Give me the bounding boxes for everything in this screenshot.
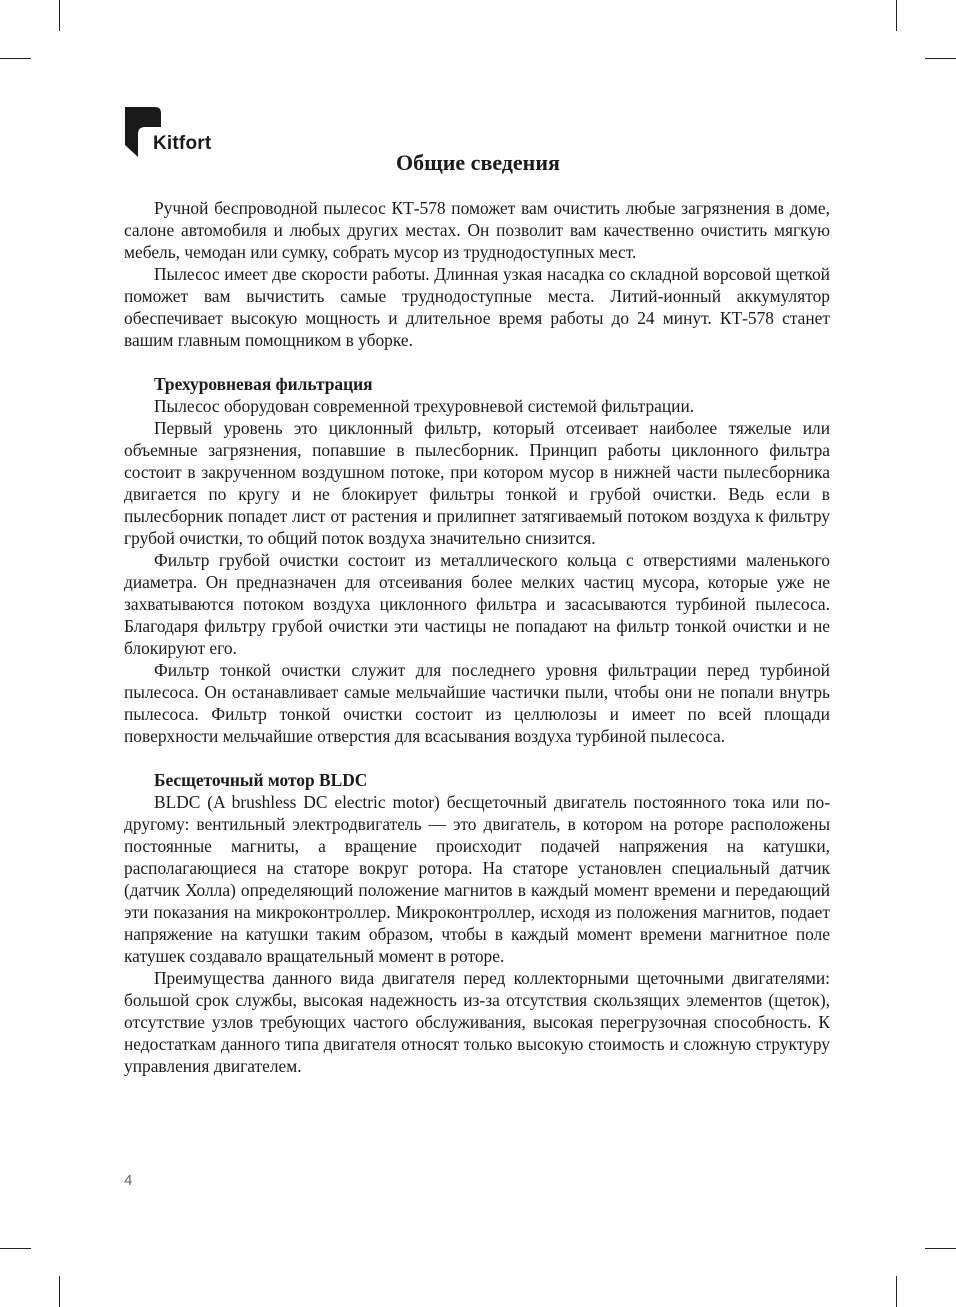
filtration-paragraph: Фильтр грубой очистки состоит из металлического кольца с отверстиями маленького диаметра. Он предназначен для отсеивания более мелких частиц мусора, которые уже не захватываются потоком воздуха циклонного фильтра и засасываются турбиной пылесоса. Благодаря фильтру грубой очистки эти частицы не попадают на фильтр тонкой очистки и не блокируют его.	[124, 550, 830, 658]
crop-mark	[59, 1276, 60, 1307]
page-title: Общие сведения	[396, 150, 560, 175]
filtration-paragraph: Фильтр тонкой очистки служит для последнего уровня фильтрации перед турбиной пылесоса. Он останавливает самые мельчайшие частички пыли, чтобы они не попали внутрь пылесоса. Фильтр тонкой очистки состоит из целлюлозы и имеет по всей площади поверхности мельчайшие отверстия для всасывания воздуха турбиной пылесоса.	[124, 660, 830, 746]
crop-mark	[896, 0, 897, 31]
crop-mark	[0, 58, 31, 59]
crop-mark	[0, 1248, 31, 1249]
crop-mark	[925, 1248, 956, 1249]
crop-mark	[59, 0, 60, 31]
section-heading-motor: Бесщеточный мотор BLDC	[154, 770, 368, 790]
brand-name: Kitfort	[153, 133, 212, 154]
motor-paragraph: Преимущества данного вида двигателя перед коллекторными щеточными двигателями: большой срок службы, высокая надежность из-за отсутствия скользящих элементов (щеток), отсутствие узлов требующих частого обслуживания, высокая перегрузочная способность. К недостаткам данного типа двигателя относят только высокую стоимость и сложную структуру управления двигателем.	[124, 968, 830, 1076]
motor-paragraph: BLDC (A brushless DC electric motor) бесщеточный двигатель постоянного тока или по-другому: вентильный электродвигатель — это двигатель, в котором на роторе расположены постоянные магниты, а вращение происходит подачей напряжения на катушки, располагающиеся на статоре вокруг ротора. На статоре установлен специальный датчик (датчик Холла) определяющий положение магнитов в каждый момент времени и передающий эти показания на микроконтроллер. Микроконтроллер, исходя из положения магнитов, подает напряжение на катушки таким образом, чтобы в каждый момент времени магнитное поле катушек создавало вращательный момент в роторе.	[124, 792, 830, 966]
crop-mark	[896, 1276, 897, 1307]
document-body	[124, 197, 830, 1077]
section-heading-filtration: Трехуровневая фильтрация	[154, 374, 373, 394]
filtration-paragraph: Первый уровень это циклонный фильтр, который отсеивает наиболее тяжелые или объемные загрязнения, попавшие в пылесборник. Принцип работы циклонного фильтра состоит в закрученном воздушном потоке, при котором мусор в нижней части пылесборника двигается по кругу и не блокирует фильтры тонкой и грубой очистки. Ведь если в пылесборник попадет лист от растения и прилипнет затягиваемый потоком воздуха к фильтру грубой очистки, то общий поток воздуха значительно снизится.	[124, 418, 830, 548]
page-number: 4	[124, 1172, 133, 1189]
intro-paragraph: Пылесос имеет две скорости работы. Длинная узкая насадка со складной ворсовой щеткой поможет вам вычистить самые труднодоступные места. Литий-ионный аккумулятор обеспечивает высокую мощность и длительное время работы до 24 минут. КТ-578 станет вашим главным помощником в уборке.	[124, 264, 830, 350]
intro-paragraph: Ручной беспроводной пылесос КТ-578 поможет вам очистить любые загрязнения в доме, салоне автомобиля и любых других местах. Он позволит вам качественно очистить мягкую мебель, чемодан или сумку, собрать мусор из труднодоступных мест.	[124, 198, 830, 262]
crop-mark	[925, 58, 956, 59]
filtration-paragraph: Пылесос оборудован современной трехуровневой системой фильтрации.	[154, 396, 695, 416]
